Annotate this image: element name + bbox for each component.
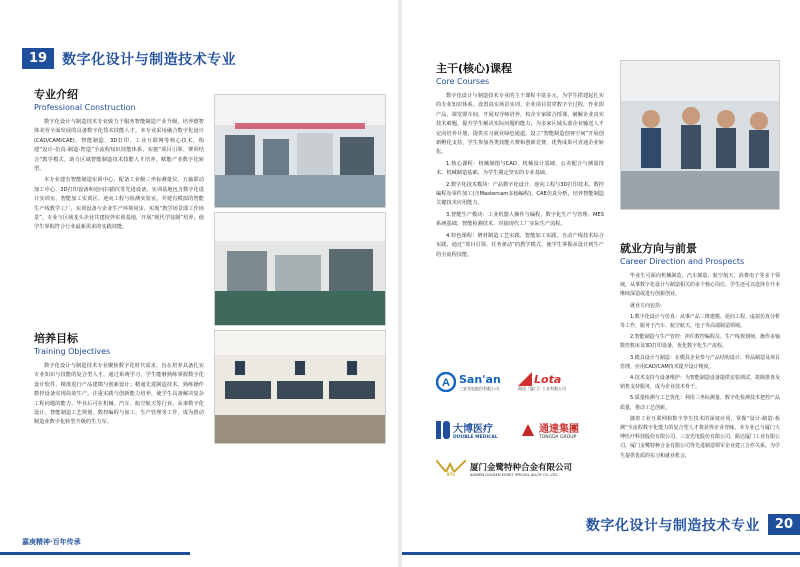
courses-section — [436, 60, 604, 262]
xtc-subtitle: XIAMEN GOLDEN EGRET SPECIAL ALLOY CO.,LTD. — [470, 472, 559, 477]
career-body — [620, 272, 780, 461]
courses-subtitle: Core Courses — [436, 77, 490, 86]
goals-title: 培养目标 — [34, 332, 78, 345]
footer-bar-right — [402, 552, 800, 555]
page-title-right: 数字化设计与制造技术专业 — [585, 517, 760, 534]
dabo-emblem-icon — [436, 421, 450, 439]
career-paragraph: 4.技术支持与设备维护：为智能制造设备提供安装调试、故障排查及销售支持服务，成为企业技术骨干。 — [620, 375, 780, 391]
lota-logo — [518, 372, 566, 392]
intro-body — [34, 118, 204, 233]
career-paragraph: 就业方向包括： — [630, 302, 666, 309]
page-number-left: 19 — [22, 48, 54, 69]
courses-body — [436, 92, 604, 260]
right-page — [402, 0, 800, 567]
sanan-emblem-icon — [436, 372, 456, 392]
page-title-left: 数字化设计与制造技术专业 — [62, 51, 237, 68]
lota-subtitle: 路达（厦门）工业有限公司 — [518, 386, 566, 391]
courses-paragraph: 1.核心课程：机械制图与CAD、机械设计基础、公差配合与测量技术、机械制造基础，为学生奠定坚实的专业基础。 — [436, 160, 604, 177]
footer-bar-left — [0, 552, 190, 555]
footer-slogan: 嘉庚精神·百年传承 — [22, 538, 81, 546]
xtc-emblem-icon — [436, 460, 466, 472]
xtc-name: 厦门金鹭特种合金有限公司 — [470, 462, 573, 473]
classroom-photo — [214, 330, 386, 444]
career-title: 就业方向与前景 — [620, 242, 697, 255]
intro-paragraph: 本专业建有智能制造实训中心，配备工业级三坐标测量仪、五轴联动加工中心、3D打印设备和逆向扫描仪等先进设备，实训基地包含数字化设计实训室、智能加工实训区、逆向工程与检测实验室，并建有模拟的智能生产线教学工厂，实训设备与企业生产环境同步，实现“教学场景即工作场景”。专业与区域龙头企业共建校外实训基地，开展“现代学徒制”培养，使学生掌握符合行业最新需求的实践技能。 — [34, 177, 204, 231]
svg-text:A: A — [442, 377, 450, 389]
sanan-logo — [436, 372, 501, 392]
page-number-right: 20 — [768, 514, 800, 535]
dabo-logo — [436, 420, 498, 440]
tongda-emblem-icon — [520, 422, 536, 438]
intro-paragraph: 数字化设计与制造技术专业致力于服务智能制造产业升级，培养德智体美劳全面发展的具备数字化技术技能人才。本专业采用融合数字化设计(CAD/CAM/CAE)、智能制造、3D打印、工业互联网等核心技术，构建“设计-仿真-制造-智造”全流程知识技能体系，实施“项目引领、赛训结合”教学模式，助力区域智能制造技术技能人才培养，赋能产业数字化转型。 — [34, 119, 204, 173]
intro-title: 专业介绍 — [34, 88, 78, 101]
dabo-subtitle: DOUBLE MEDICAL — [453, 435, 498, 440]
career-paragraph: 3.模具设计与制造：在模具企业参与产品结构设计、样品制造及项目管理，应用CAD/CAM技术提升设计精度。 — [620, 354, 780, 370]
courses-paragraph: 3.智能生产模块：工业机器人操作与编程、数字化生产与管理、MES系统基础、智能检测技术、对接现代工厂实际生产流程。 — [436, 211, 604, 228]
career-paragraph: 随着工业互联网和数字孪生技术的深度应用，掌握“设计-制造-检测”全流程数字化能力的复合型人才将获得企业青睐。本专业已与厦门大博医疗科技股份有限公司、三安光电股份有限公司、路达厦门工业有限公司、厦门金鹭特种合金有限公司等先进制造领军企业建立合作关系，为学生提供优质的实习和就业机会。 — [620, 415, 781, 459]
courses-title: 主干(核心)课程 — [436, 62, 513, 75]
left-page — [0, 0, 398, 567]
workshop-photo — [214, 94, 386, 208]
left-header — [22, 48, 236, 69]
intro-subtitle: Professional Construction — [34, 103, 136, 112]
dabo-name: 大博医疗 — [453, 424, 493, 435]
lota-emblem-icon — [518, 372, 532, 386]
tongda-subtitle: TONGDA GROUP — [539, 435, 577, 440]
tongda-logo — [520, 420, 579, 440]
goals-body — [34, 362, 204, 428]
courses-paragraph: 数字化设计与制造技术专业的主干课程丰富多元，为学生搭建起扎实的专业知识体系。设置真实场景实训、企业项目贯穿数字全过程，作业即产品，课堂即车间，开展双导师培养，校企专家联合授课，破解企业真实技术难题，提升学生解决实际问题的能力，为多家区域头部企业输送人才定向培养计划，提供实习就业绿色通道。设立“智能制造创客空间”开展创新孵化支持，学生参加各类技能大赛和创新竞赛，优秀成果可直通企业转化。 — [436, 93, 604, 156]
goals-paragraph: 数字化设计与制造技术专业聚焦数字化时代需求，旨在培养具备扎实专业知识与技能的复合型人才。通过系统学习，学生能够熟练掌握数字化设计软件，精准进行产品建模与创新设计；精通先进制造技术，熟练操作数控设备实现高效生产。注重实践与创新能力培养，使学生具备解决复杂工程问题的能力，毕业后可在机械、汽车、航空航天等行业，从事数字化设计、智能制造工艺规划、数控编程与加工、生产管理等工作，成为推动制造业数字化转型升级的生力军。 — [34, 363, 204, 426]
sanan-subtitle: 三安光电股份有限公司 — [459, 385, 499, 391]
teacher-students-photo — [620, 60, 780, 210]
lota-name: Lota — [534, 372, 562, 386]
goals-section — [34, 330, 204, 430]
courses-paragraph: 4.特色课程：增材制造工艺实践、智能加工实践、自动产线技术综合实践，通过“项目引领、任务驱动”的教学模式，使学生掌握从设计到生产的全流程技能。 — [436, 232, 604, 258]
xtc-mark: XTC — [446, 472, 456, 477]
intro-section — [34, 86, 204, 235]
career-paragraph: 2.智能制造与生产管控：担任数控编程员、生产线规划师，操作多轴数控机床及3D打印设备，优化数字化生产流程。 — [620, 334, 780, 350]
career-section — [620, 240, 780, 463]
career-paragraph: 5.质量检测与工艺优化：利用三坐标测量、数字化检测技术把控产品质量，推动工艺创新。 — [620, 395, 780, 411]
right-header — [578, 514, 800, 535]
courses-paragraph: 2.数字化技术模块：产品数字化设计、逆向工程与3D打印技术、数控编程及零件加工(含Mastercam多轴编程)、CAE仿真分析，培养智能制造关键技术应用能力。 — [436, 181, 604, 207]
xtc-logo — [436, 460, 572, 477]
lab-photo — [214, 212, 386, 326]
goals-subtitle: Training Objectives — [34, 347, 111, 356]
tongda-name: 通達集團 — [539, 424, 579, 435]
career-subtitle: Career Direction and Prospects — [620, 257, 745, 266]
career-paragraph: 毕业生可面向机械制造、汽车制造、航空航天、消费电子等多个领域，从事数字化设计与制造相关的多个核心岗位。学生还可以选择专升本继续深造或进行创新创业。 — [620, 273, 781, 298]
career-paragraph: 1.数字化设计与仿真：从事产品三维建模、逆向工程、虚拟仿真分析等工作，服务于汽车、航空航天、电子等高端制造领域。 — [620, 313, 780, 330]
sanan-name: San'an — [459, 372, 501, 386]
